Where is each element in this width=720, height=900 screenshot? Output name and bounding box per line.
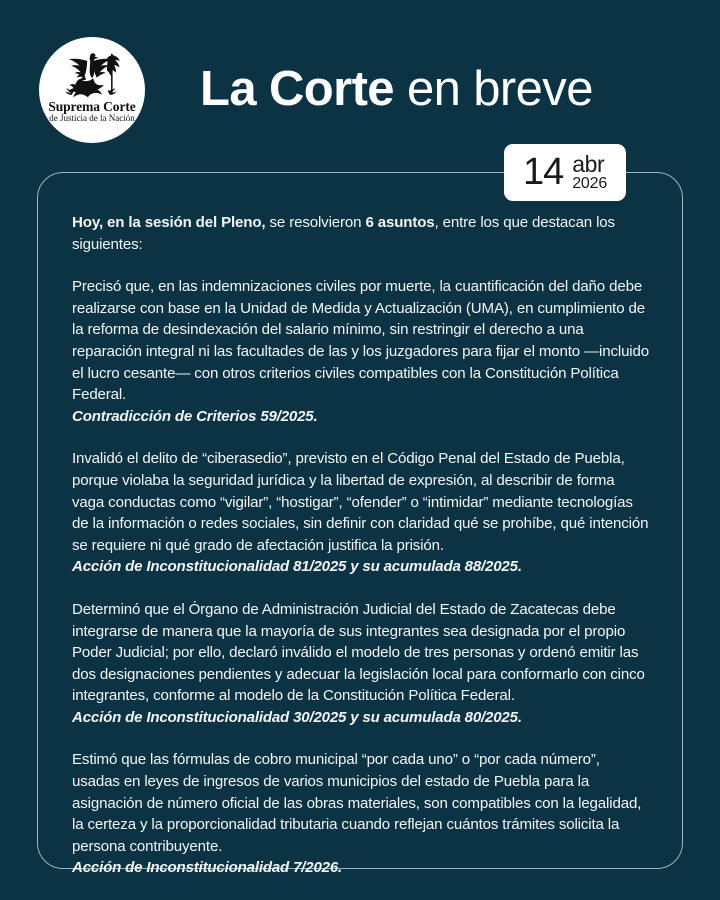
logo-secondary-text: de Justicia de la Nación: [49, 113, 135, 124]
intro-lead-bold: Hoy, en la sesión del Pleno,: [72, 214, 266, 231]
logo-primary-text: Suprema Corte: [48, 99, 136, 114]
intro-mid: se resolvieron: [265, 214, 366, 231]
title-light-part: en breve: [393, 62, 593, 116]
supreme-court-logo-badge: [39, 37, 145, 143]
resolution-body: Estimó que las fórmulas de cobro municipal “por cada uno” o “por cada número”, usadas en leyes de ingresos de varios municipios del estado de Puebla para la asignación de número oficial de las obras materiales, son compatibles con la legalidad, la certeza y la proporcionalidad tributaria cuando reflejan cuántos trámites solicita la persona contribuyente.: [72, 751, 642, 855]
resolution-item: [72, 749, 650, 879]
date-month: abr: [572, 150, 605, 177]
mexican-eagle-emblem-icon: [56, 49, 128, 99]
resolution-citation: Acción de Inconstitucionalidad 81/2025 y su acumulada 88/2025.: [72, 558, 522, 576]
date-year: 2026: [572, 174, 608, 192]
page-title: [200, 59, 593, 119]
date-badge: [504, 144, 626, 201]
date-month-year: [572, 150, 608, 192]
header: [0, 0, 720, 160]
resolution-citation: Acción de Inconstitucionalidad 30/2025 y su acumulada 80/2025.: [72, 708, 522, 726]
title-bold-part: La Corte: [200, 62, 394, 116]
resolution-item: [72, 276, 650, 427]
resolution-item: [72, 448, 650, 578]
resolution-citation: Contradicción de Criterios 59/2025.: [72, 407, 318, 425]
date-day: 14: [522, 150, 564, 193]
content-body: [72, 212, 650, 879]
intro-tail: , entre los que destacan los siguientes:: [72, 214, 615, 253]
resolution-body: Invalidó el delito de “ciberasedio”, previsto en el Código Penal del Estado de Puebla, porque violaba la seguridad jurídica y la libertad de expresión, al describir de forma vaga conductas como “vigilar”, “hostigar”, “ofender” o “intimidar” mediante tecnologías de la información o redes sociales, sin definir con claridad qué se prohíbe, qué intención se requiere ni qué grado de afectación justifica la prisión.: [72, 450, 649, 554]
intro-count-bold: 6 asuntos: [365, 214, 435, 231]
intro-paragraph: [72, 212, 650, 255]
resolution-citation: Acción de Inconstitucionalidad 7/2026.: [72, 859, 343, 877]
resolution-body: Determinó que el Órgano de Administración Judicial del Estado de Zacatecas debe integrarse de manera que la mayoría de sus integrantes sea designada por el propio Poder Judicial; por ello, declaró inválido el modelo de tres personas y ordenó emitir las dos designaciones pendientes y adecuar la legislación local para conformarlo con cinco integrantes, conforme al modelo de la Constitución Política Federal.: [72, 600, 645, 705]
resolution-item: [72, 599, 650, 729]
resolution-body: Precisó que, en las indemnizaciones civiles por muerte, la cuantificación del daño debe realizarse con base en la Unidad de Medida y Actualización (UMA), en cumplimiento de la reforma de desindexación del salario mínimo, sin restringir el derecho a una reparación integral ni las facultades de las y los juzgadores para fijar el monto —incluido el lucro cesante— con otros criterios civiles compatibles con la Constitución Política Federal.: [72, 278, 650, 404]
